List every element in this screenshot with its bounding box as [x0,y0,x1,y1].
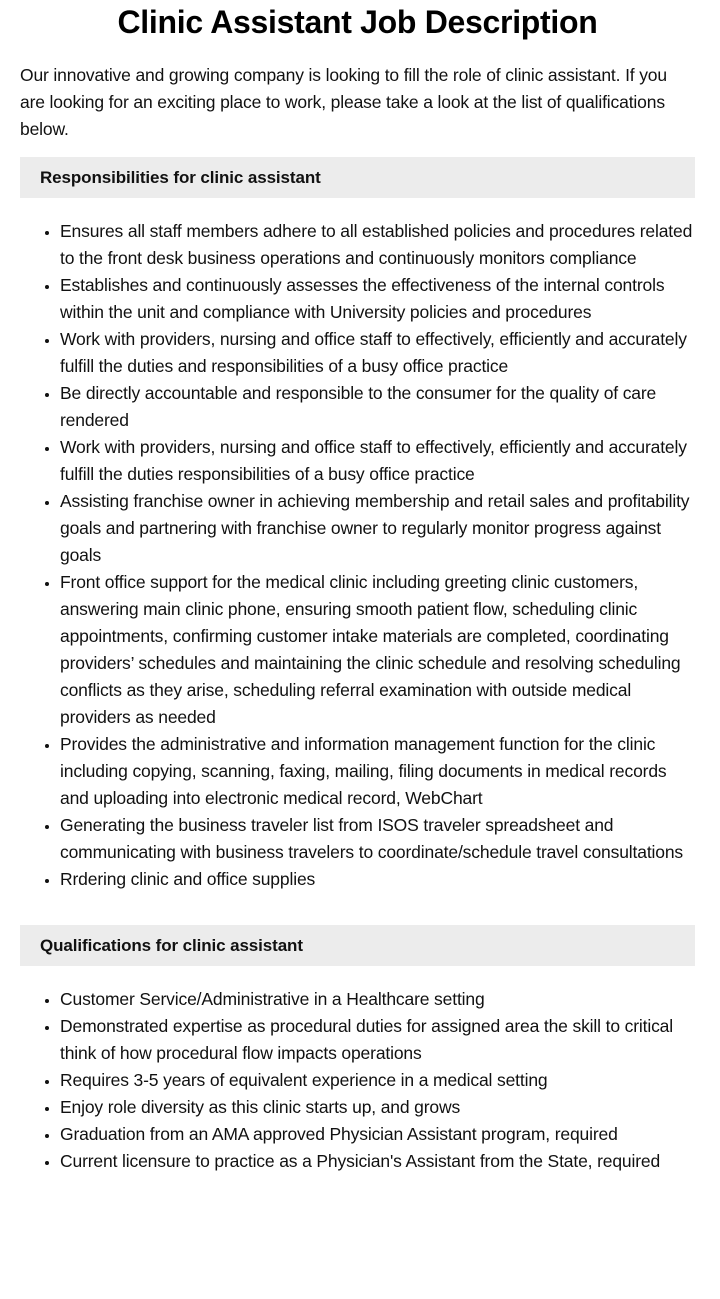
list-item: • Assisting franchise owner in achieving membership and retail sales and profitability goals and partnering with franchise owner to regularly monitor progress against goals [60,488,695,569]
qualifications-list [20,986,695,1175]
intro-paragraph: Our innovative and growing company is looking to fill the role of clinic assistant. If you are looking for an exciting place to work, please take a look at the list of qualifications below. [20,65,667,139]
list-item: • Generating the business traveler list from ISOS traveler spreadsheet and communicating with business travelers to coordinate/schedule travel consultations [60,812,695,866]
list-item: • Customer Service/Administrative in a Healthcare setting [60,986,695,1013]
list-item: • Rrdering clinic and office supplies [60,866,695,893]
list-item: • Provides the administrative and information management function for the clinic including copying, scanning, faxing, mailing, filing documents in medical records and uploading into electronic medical record, WebChart [60,731,695,812]
page-title: Clinic Assistant Job Description [117,4,598,40]
list-item: • Be directly accountable and responsible to the consumer for the quality of care rendered [60,380,695,434]
section-spacer [20,893,695,911]
qualifications-header: Qualifications for clinic assistant [20,925,695,966]
list-item: • Ensures all staff members adhere to all established policies and procedures related to the front desk business operations and continuously monitors compliance [60,218,695,272]
list-item: • Current licensure to practice as a Physician's Assistant from the State, required [60,1148,695,1175]
list-item: • Establishes and continuously assesses the effectiveness of the internal controls within the unit and compliance with University policies and procedures [60,272,695,326]
list-item: • Work with providers, nursing and office staff to effectively, efficiently and accurately fulfill the duties responsibilities of a busy office practice [60,434,695,488]
list-item: • Work with providers, nursing and office staff to effectively, efficiently and accurately fulfill the duties and responsibilities of a busy office practice [60,326,695,380]
list-item: • Graduation from an AMA approved Physician Assistant program, required [60,1121,695,1148]
list-item: • Requires 3-5 years of equivalent experience in a medical setting [60,1067,695,1094]
list-item: • Enjoy role diversity as this clinic starts up, and grows [60,1094,695,1121]
list-item: • Demonstrated expertise as procedural duties for assigned area the skill to critical think of how procedural flow impacts operations [60,1013,695,1067]
list-item: • Front office support for the medical clinic including greeting clinic customers, answering main clinic phone, ensuring smooth patient flow, scheduling clinic appointments, confirming customer intake materials are completed, coordinating providers’ schedules and maintaining the clinic schedule and resolving scheduling conflicts as they arise, scheduling referral examination with outside medical providers as needed [60,569,695,731]
responsibilities-list [20,218,695,893]
responsibilities-header: Responsibilities for clinic assistant [20,157,695,198]
